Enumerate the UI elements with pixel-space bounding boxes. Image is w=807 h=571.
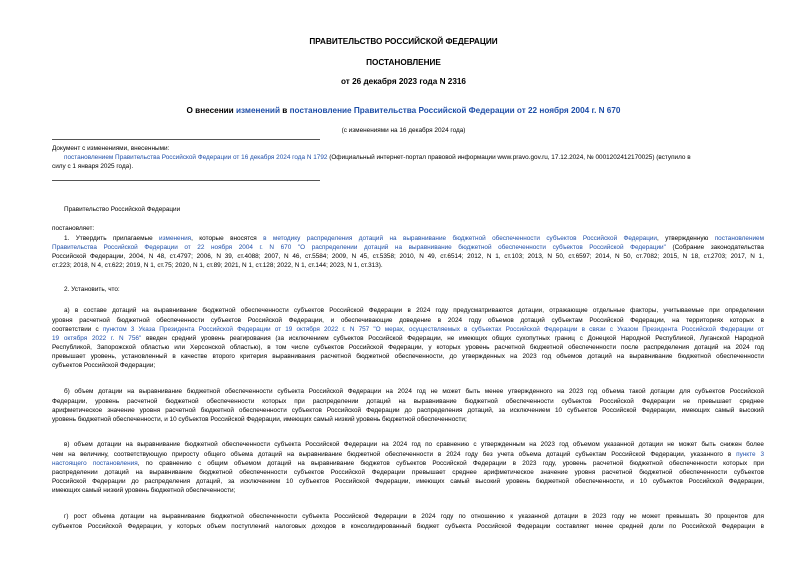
decree-757-link[interactable]: пунктом 3 Указа Президента Российской Федерации от 19 октября 2022 г. N 757 "О мерах, осуществляемых в субъектах Российской Федерации в связи с Указом Президента Российской Федерации от (102, 326, 764, 333)
decree-670-link[interactable]: постановление Правительства Российской Федерации от 22 ноября 2004 г. N 670 (289, 106, 621, 115)
text: введен средний уровень реагирования (за исключением субъектов Российской Федерации, не имеющих общих сухопутных границ с Донецкой Народной Республикой, Луганской Народной (141, 335, 764, 342)
revision-note: (с изменениями на 16 декабря 2024 года) (341, 127, 466, 134)
methodology-link[interactable]: в методику распределения дотаций на выравнивание бюджетной обеспеченности субъектов Российской Федерации (263, 235, 657, 242)
text: а) в составе дотаций на выравнивание бюджетной обеспеченности субъектов Российской Федерации в 2024 году предусматриваются дотации, отражающие отдельные факторы, учитываемые при определении (64, 307, 764, 314)
paragraph-a: превышает уровень, установленный в качестве второго критерия выравнивания расчетной бюджетной обеспеченности, до утвержденных на 2023 год объемов дотаций на выравнивание бюджетной обеспеченности (52, 353, 764, 360)
changes-text: (Официальный интернет-портал правовой информации www.pravo.gov.ru, 17.12.2024, № 0001202412170025) (вступило в (327, 154, 691, 161)
title-text: в (280, 106, 290, 115)
paragraph-b: Федерации, уровень расчетной бюджетной обеспеченности которых при распределении дотаций на выравнивание бюджетной обеспеченности субъектов Российской Федерации не превышает среднее (52, 398, 764, 405)
text: 1. Утвердить прилагаемые (64, 235, 160, 242)
text: , которые вносятся (191, 235, 264, 242)
paragraph-v: имеющих самый низкий уровень бюджетной обеспеченности; (52, 487, 236, 494)
clause-3-link[interactable]: пункте 3 (736, 451, 765, 458)
government-line: Правительство Российской Федерации (64, 206, 181, 213)
title-text: О внесении (186, 106, 236, 115)
paragraph-g (52, 512, 764, 521)
paragraph-a: Республикой, Запорожской областью или Херсонской областью), в том числе субъектов Российской Федерации, у которых уровень расчетной бюджетной обеспеченности после распределения дотаций на 2024 год (52, 344, 764, 351)
text: б) объем дотации на выравнивание бюджетной обеспеченности субъекта Российской Федерации на 2024 год не может быть менее утвержденного на 2023 год объема такой дотации для субъектов Российской (64, 388, 764, 395)
paragraph-b: арифметическое значение уровня расчетной бюджетной обеспеченности субъектов Российской Федерации до распределения дотаций, за исключением 10 субъектов Российской Федерации, имеющих самый высокий (52, 407, 764, 414)
changes-line: силу с 1 января 2025 года). (52, 163, 134, 170)
paragraph-2: 2. Установить, что: (64, 286, 120, 293)
text: , по сравнению с общим объемом дотаций на выравнивание бюджетов субъектов Российской Федерации в 2023 году, уровень расчетной бюджетной обеспеченности которых при (137, 460, 764, 467)
text: в) объем дотации на выравнивание бюджетной обеспеченности субъекта Российской Федерации на 2024 год по сравнению с утвержденным на 2023 год объемом указанной дотации не может быть снижен более (64, 441, 764, 448)
text: , утвержденную (657, 235, 715, 242)
paragraph-v: Российской Федерации до распределения дотаций, за исключением 10 субъектов Российской Федерации, имеющих самый высокий уровень бюджетной обеспеченности, и 10 субъектов Российской Федерации, (52, 478, 764, 485)
paragraph-1: ст.223; 2018, N 4, ст.622; 2019, N 1, ст.75; 2020, N 1, ст.89; 2021, N 1, ст.128; 2022, N 1, ст.144; 2023, N 1, ст.313). (52, 262, 383, 269)
text: г) рост объема дотации на выравнивание бюджетной обеспеченности субъекта Российской Федерации в 2024 году по отношению к указанной дотации в 2023 году не может превышать 30 процентов для (64, 513, 764, 520)
paragraph-1 (52, 243, 764, 252)
paragraph-b: уровень бюджетной обеспеченности, и 10 субъектов Российской Федерации, имеющих самый низкий уровень бюджетной обеспеченности; (52, 416, 467, 423)
date-number-heading: от 26 декабря 2023 года N 2316 (341, 77, 466, 86)
paragraph-v: распределении дотаций на выравнивание бюджетной обеспеченности субъектов Российской Федерации превышает среднее арифметическое значение уровня расчетной бюджетной обеспеченности субъектов (52, 469, 764, 476)
decree-756-link[interactable]: 19 октября 2022 г. N 756" (52, 335, 142, 342)
paragraph-1 (52, 234, 764, 243)
changes-line (52, 153, 764, 162)
changes-link[interactable]: изменений (235, 106, 281, 115)
changes-link[interactable]: изменения (159, 235, 192, 242)
paragraph-v (52, 440, 764, 449)
top-divider (52, 139, 320, 140)
paragraph-a (52, 325, 764, 334)
paragraph-g: субъектов Российской Федерации, у которых объем поступлений налоговых доходов в консолидированный бюджет субъекта Российской Федерации составляет менее средней доли по Российской Федерации в (52, 523, 764, 530)
decree-link[interactable]: постановлением (714, 235, 764, 242)
paragraph-v (52, 450, 764, 459)
document-title (0, 106, 807, 115)
paragraph-a: субъектов Российской Федерации; (52, 362, 156, 369)
text: чем на величину, соответствующую приросту общего объема дотаций на выравнивание бюджетной обеспеченности в 2024 году без учета объема дотаций субъектам Российской Федерации, указанного в (52, 451, 737, 458)
paragraph-a: уровня расчетной бюджетной обеспеченности субъектов Российской Федерации, и обеспечивающие доведение в 2024 году объемов дотаций субъектам Российской Федерации, на территориях которых в (52, 317, 764, 324)
org-heading: ПРАВИТЕЛЬСТВО РОССИЙСКОЙ ФЕДЕРАЦИИ (309, 37, 498, 46)
bottom-divider (52, 180, 320, 181)
paragraph-v (52, 459, 764, 468)
paragraph-b (52, 387, 764, 396)
amending-decree-link[interactable]: постановлением Правительства Российской Федерации от 16 декабря 2024 года N 1792 (64, 154, 328, 161)
paragraph-a (52, 306, 764, 315)
this-decree-link[interactable]: настоящего постановления (52, 460, 138, 467)
text: соответствии с (52, 326, 103, 333)
doc-type-heading: ПОСТАНОВЛЕНИЕ (366, 58, 441, 67)
paragraph-a (52, 334, 764, 343)
changes-label: Документ с изменениями, внесенными: (52, 145, 170, 152)
paragraph-1: Российской Федерации, 2004, N 48, ст.4797; 2006, N 39, ст.4088; 2007, N 46, ст.5584; 2009, N 45, ст.5358; 2010, N 49, ст.6514; 2012, N 1, ст.103; 2013, N 50, ст.6597; 2014, N 50, ст.7082; 2015, N 18, ст.2703; 2017, N 1, (52, 253, 764, 260)
decree-670-full-link[interactable]: Правительства Российской Федерации от 22 ноября 2004 г. N 670 "О распределении дотаций на выравнивание бюджетной обеспеченности субъектов Российской Федерации" (52, 244, 666, 251)
decree-line: постановляет: (52, 225, 95, 232)
text: (Собрание законодательства (665, 244, 764, 251)
